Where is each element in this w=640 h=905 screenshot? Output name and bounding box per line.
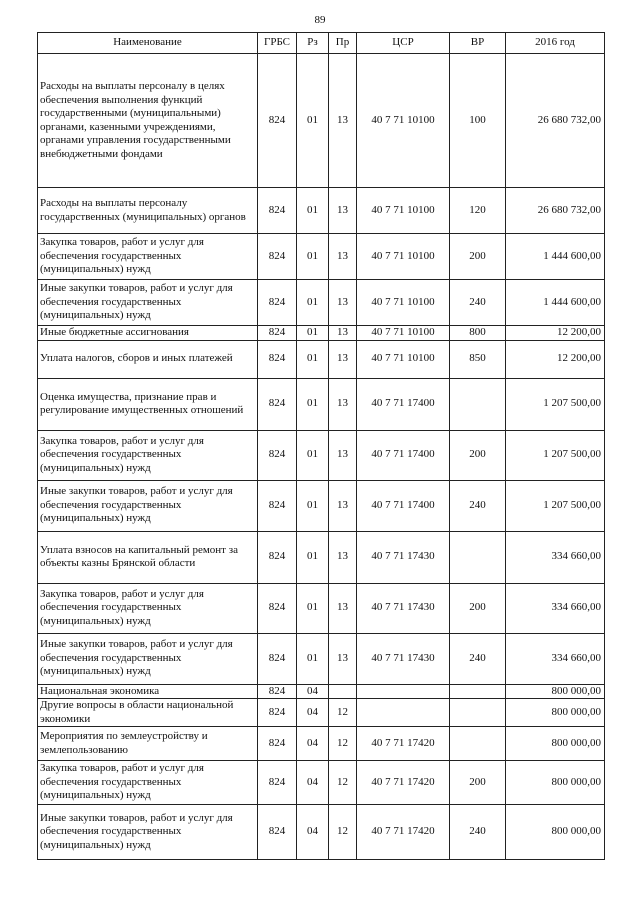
table-row (38, 761, 605, 805)
cell-name: Иные закупки товаров, работ и услуг для обеспечения государственных (муниципальных) нужд (38, 633, 258, 684)
cell-grbs: 824 (258, 699, 297, 727)
cell-rz: 01 (297, 531, 329, 583)
cell-grbs: 824 (258, 188, 297, 234)
table-row (38, 430, 605, 480)
cell-pr: 13 (329, 326, 357, 341)
table-row (38, 54, 605, 188)
table-row (38, 188, 605, 234)
cell-pr: 13 (329, 583, 357, 633)
table-row (38, 234, 605, 280)
cell-vr (450, 378, 506, 430)
cell-amount: 26 680 732,00 (506, 188, 605, 234)
cell-rz: 01 (297, 480, 329, 531)
cell-csr: 40 7 71 17430 (357, 633, 450, 684)
cell-amount: 800 000,00 (506, 727, 605, 761)
cell-rz: 04 (297, 684, 329, 699)
cell-csr: 40 7 71 10100 (357, 234, 450, 280)
cell-vr (450, 699, 506, 727)
cell-csr: 40 7 71 17400 (357, 430, 450, 480)
cell-amount: 1 444 600,00 (506, 280, 605, 326)
cell-amount: 800 000,00 (506, 761, 605, 805)
cell-csr: 40 7 71 17400 (357, 378, 450, 430)
cell-vr: 200 (450, 583, 506, 633)
cell-amount: 334 660,00 (506, 633, 605, 684)
cell-pr: 12 (329, 761, 357, 805)
cell-name: Иные закупки товаров, работ и услуг для обеспечения государственных (муниципальных) нужд (38, 480, 258, 531)
table-row (38, 531, 605, 583)
cell-rz: 01 (297, 340, 329, 378)
cell-pr: 13 (329, 633, 357, 684)
cell-rz: 01 (297, 378, 329, 430)
cell-pr: 13 (329, 54, 357, 188)
cell-csr: 40 7 71 17430 (357, 583, 450, 633)
cell-vr: 800 (450, 326, 506, 341)
cell-grbs: 824 (258, 326, 297, 341)
cell-vr (450, 684, 506, 699)
cell-grbs: 824 (258, 684, 297, 699)
cell-name: Закупка товаров, работ и услуг для обеспечения государственных (муниципальных) нужд (38, 430, 258, 480)
cell-name: Расходы на выплаты персоналу в целях обеспечения выполнения функций государственными (муниципальными) органами, казенными учреждениями, органами управления государственными внебюджетными фондами (38, 54, 258, 188)
cell-vr: 200 (450, 761, 506, 805)
cell-pr: 13 (329, 378, 357, 430)
cell-vr: 240 (450, 805, 506, 860)
cell-csr: 40 7 71 17400 (357, 480, 450, 531)
cell-name: Закупка товаров, работ и услуг для обеспечения государственных (муниципальных) нужд (38, 234, 258, 280)
cell-amount: 1 207 500,00 (506, 430, 605, 480)
header-vr: ВР (450, 33, 506, 54)
table-row (38, 633, 605, 684)
cell-csr: 40 7 71 10100 (357, 326, 450, 341)
cell-amount: 1 207 500,00 (506, 480, 605, 531)
cell-rz: 04 (297, 805, 329, 860)
cell-csr: 40 7 71 10100 (357, 188, 450, 234)
cell-grbs: 824 (258, 234, 297, 280)
table-row (38, 326, 605, 341)
cell-pr: 13 (329, 340, 357, 378)
cell-grbs: 824 (258, 761, 297, 805)
table-row (38, 805, 605, 860)
table-row (38, 280, 605, 326)
cell-rz: 01 (297, 280, 329, 326)
cell-name: Мероприятия по землеустройству и землепользованию (38, 727, 258, 761)
cell-amount: 334 660,00 (506, 531, 605, 583)
cell-amount: 334 660,00 (506, 583, 605, 633)
cell-name: Закупка товаров, работ и услуг для обеспечения государственных (муниципальных) нужд (38, 761, 258, 805)
cell-name: Иные закупки товаров, работ и услуг для обеспечения государственных (муниципальных) нужд (38, 805, 258, 860)
cell-amount: 800 000,00 (506, 684, 605, 699)
cell-vr (450, 531, 506, 583)
table-row (38, 699, 605, 727)
cell-vr: 100 (450, 54, 506, 188)
cell-rz: 04 (297, 727, 329, 761)
cell-amount: 26 680 732,00 (506, 54, 605, 188)
cell-csr: 40 7 71 10100 (357, 340, 450, 378)
cell-rz: 01 (297, 583, 329, 633)
cell-grbs: 824 (258, 531, 297, 583)
cell-csr: 40 7 71 17420 (357, 805, 450, 860)
table-row (38, 480, 605, 531)
cell-rz: 01 (297, 54, 329, 188)
cell-name: Иные бюджетные ассигнования (38, 326, 258, 341)
cell-vr (450, 727, 506, 761)
cell-pr: 13 (329, 531, 357, 583)
cell-name: Уплата налогов, сборов и иных платежей (38, 340, 258, 378)
cell-vr: 240 (450, 633, 506, 684)
header-row (38, 33, 605, 54)
cell-pr: 12 (329, 805, 357, 860)
cell-amount: 12 200,00 (506, 340, 605, 378)
cell-vr: 200 (450, 430, 506, 480)
cell-grbs: 824 (258, 480, 297, 531)
cell-pr: 12 (329, 727, 357, 761)
cell-csr: 40 7 71 10100 (357, 280, 450, 326)
cell-rz: 01 (297, 633, 329, 684)
cell-rz: 04 (297, 761, 329, 805)
cell-csr: 40 7 71 17420 (357, 727, 450, 761)
header-name: Наименование (38, 33, 258, 54)
cell-name: Национальная экономика (38, 684, 258, 699)
cell-rz: 01 (297, 430, 329, 480)
header-pr: Пр (329, 33, 357, 54)
header-grbs: ГРБС (258, 33, 297, 54)
table-body (38, 54, 605, 860)
cell-csr (357, 684, 450, 699)
cell-csr: 40 7 71 10100 (357, 54, 450, 188)
cell-vr: 240 (450, 280, 506, 326)
cell-grbs: 824 (258, 54, 297, 188)
cell-grbs: 824 (258, 378, 297, 430)
cell-grbs: 824 (258, 430, 297, 480)
page-number: 89 (314, 14, 326, 26)
table-row (38, 583, 605, 633)
cell-name: Другие вопросы в области национальной экономики (38, 699, 258, 727)
cell-pr: 13 (329, 188, 357, 234)
cell-amount: 800 000,00 (506, 805, 605, 860)
cell-vr: 240 (450, 480, 506, 531)
cell-vr: 200 (450, 234, 506, 280)
cell-csr: 40 7 71 17430 (357, 531, 450, 583)
cell-name: Иные закупки товаров, работ и услуг для обеспечения государственных (муниципальных) нужд (38, 280, 258, 326)
cell-grbs: 824 (258, 583, 297, 633)
cell-name: Расходы на выплаты персоналу государственных (муниципальных) органов (38, 188, 258, 234)
cell-grbs: 824 (258, 280, 297, 326)
cell-amount: 12 200,00 (506, 326, 605, 341)
cell-rz: 01 (297, 234, 329, 280)
table-row (38, 684, 605, 699)
cell-pr: 12 (329, 699, 357, 727)
cell-rz: 01 (297, 188, 329, 234)
cell-pr (329, 684, 357, 699)
header-year: 2016 год (506, 33, 605, 54)
table-row (38, 340, 605, 378)
cell-name: Закупка товаров, работ и услуг для обеспечения государственных (муниципальных) нужд (38, 583, 258, 633)
cell-rz: 01 (297, 326, 329, 341)
cell-pr: 13 (329, 480, 357, 531)
cell-vr: 850 (450, 340, 506, 378)
cell-vr: 120 (450, 188, 506, 234)
cell-amount: 800 000,00 (506, 699, 605, 727)
cell-grbs: 824 (258, 633, 297, 684)
cell-csr: 40 7 71 17420 (357, 761, 450, 805)
cell-grbs: 824 (258, 805, 297, 860)
table-row (38, 727, 605, 761)
cell-name: Уплата взносов на капитальный ремонт за объекты казны Брянской области (38, 531, 258, 583)
cell-rz: 04 (297, 699, 329, 727)
cell-name: Оценка имущества, признание прав и регулирование имущественных отношений (38, 378, 258, 430)
cell-grbs: 824 (258, 727, 297, 761)
budget-table (37, 32, 605, 860)
cell-pr: 13 (329, 234, 357, 280)
header-rz: Рз (297, 33, 329, 54)
table-row (38, 378, 605, 430)
cell-pr: 13 (329, 280, 357, 326)
cell-csr (357, 699, 450, 727)
cell-amount: 1 207 500,00 (506, 378, 605, 430)
cell-pr: 13 (329, 430, 357, 480)
cell-grbs: 824 (258, 340, 297, 378)
header-csr: ЦСР (357, 33, 450, 54)
cell-amount: 1 444 600,00 (506, 234, 605, 280)
